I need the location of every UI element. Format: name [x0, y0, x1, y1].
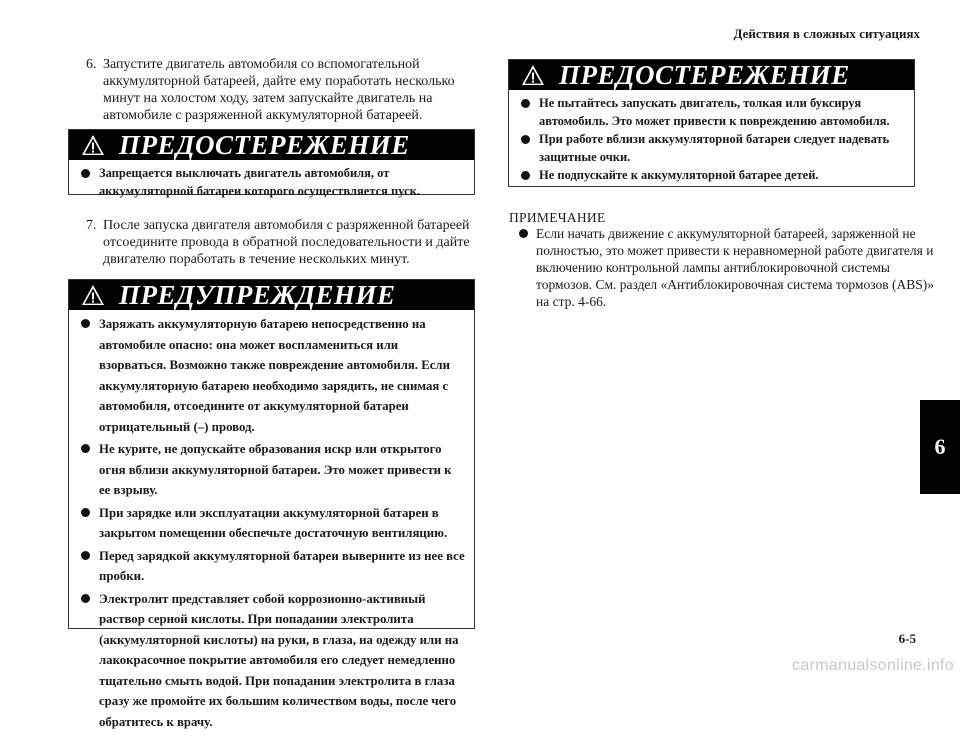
bullet-icon [521, 99, 530, 108]
note-text: Если начать движение с аккумуляторной батареей, заряженной не полностью, это может привести к неравномерной работе двигателя и включению контрольной лампы антиблокировочной системы тормозов. См. раздел «Антиблокировочная система тормозов (ABS)» на стр. 4-66. [536, 226, 934, 309]
caution-title: ПРЕДОСТЕРЕЖЕНИЕ [559, 60, 850, 90]
step-text: После запуска двигателя автомобиля с разряженной батареей отсоедините провода в обратной последовательности и дайте двигателю поработать в течение нескольких минут. [103, 218, 470, 267]
warning-box [68, 279, 475, 729]
note-label: ПРИМЕЧАНИЕ [509, 210, 606, 225]
list-item: При зарядке или эксплуатации аккумуляторной батареи в закрытом помещении обеспечьте достаточную вентиляцию. [79, 503, 466, 544]
warning-triangle-icon [81, 134, 105, 156]
page-number: 6-5 [898, 631, 916, 646]
list-item: Перед зарядкой аккумуляторной батареи выверните из нее все пробки. [79, 546, 466, 587]
bullet-icon [81, 444, 90, 453]
list-item: Заряжать аккумуляторную батарею непосредственно на автомобиле опасно: она может воспламениться или взорваться. Возможно также повреждение автомобиля. Если аккумуляторную батарею необходимо зарядить, не снимая с автомобиля, отсоедините от аккумуляторной батареи отрицательный (–) провод. [79, 314, 466, 437]
list-item: Не пытайтесь запускать двигатель, толкая или буксируя автомобиль. Это может привести к повреждению автомобиля. [519, 94, 906, 130]
list-item: Не подпускайте к аккумуляторной батарее детей. [519, 166, 906, 184]
list-item: Электролит представляет собой коррозионно-активный раствор серной кислоты. При попадании электролита (аккумуляторной кислоты) на руки, в глаза, на одежду или на лакокрасочное покрытие автомобиля его следует немедленно тщательно смыть водой. При попадании электролита в глаза сразу же промойте их большим количеством воды, после чего обратитесь к врачу. [79, 589, 466, 733]
warning-triangle-icon [81, 284, 105, 306]
note-item [516, 225, 934, 310]
caution-header [69, 130, 474, 160]
step-text: Запустите двигатель автомобиля со вспомогательной аккумуляторной батареей, дайте ему поработать несколько минут на холостом ходу, затем запускайте двигатель на автомобиле с разряженной аккумуляторной батареей. [103, 57, 455, 123]
warning-title: ПРЕДУПРЕЖДЕНИЕ [119, 280, 396, 310]
caution-header [509, 60, 914, 90]
bullet-icon [519, 229, 528, 238]
warning-list [69, 310, 474, 738]
caution-box-2 [508, 59, 915, 187]
warning-triangle-icon [521, 64, 545, 86]
bullet-icon [521, 171, 530, 180]
caution-box-1 [68, 129, 475, 198]
caution-title: ПРЕДОСТЕРЕЖЕНИЕ [119, 130, 410, 160]
step-number: 7. [86, 218, 97, 233]
step-6 [86, 56, 466, 124]
bullet-icon [81, 508, 90, 517]
list-item: При работе вблизи аккумуляторной батареи следует надевать защитные очки. [519, 130, 906, 166]
caution-list [69, 160, 474, 206]
bullet-icon [81, 319, 90, 328]
warning-header [69, 280, 474, 310]
list-item: Не курите, не допускайте образования искр или открытого огня вблизи аккумуляторной батареи. Это может привести к ее взрыву. [79, 439, 466, 501]
bullet-icon [81, 551, 90, 560]
watermark: carmanualsonline.info [792, 657, 954, 674]
list-item: Запрещается выключать двигатель автомобиля, от аккумуляторной батареи которого осуществляется пуск. [79, 164, 466, 200]
bullet-icon [81, 594, 90, 603]
page-header-title: Действия в сложных ситуациях [733, 26, 920, 41]
step-number: 6. [86, 57, 97, 72]
caution-list [509, 90, 914, 190]
step-7 [86, 217, 476, 268]
bullet-icon [521, 135, 530, 144]
bullet-icon [81, 169, 90, 178]
chapter-tab: 6 [920, 400, 960, 494]
